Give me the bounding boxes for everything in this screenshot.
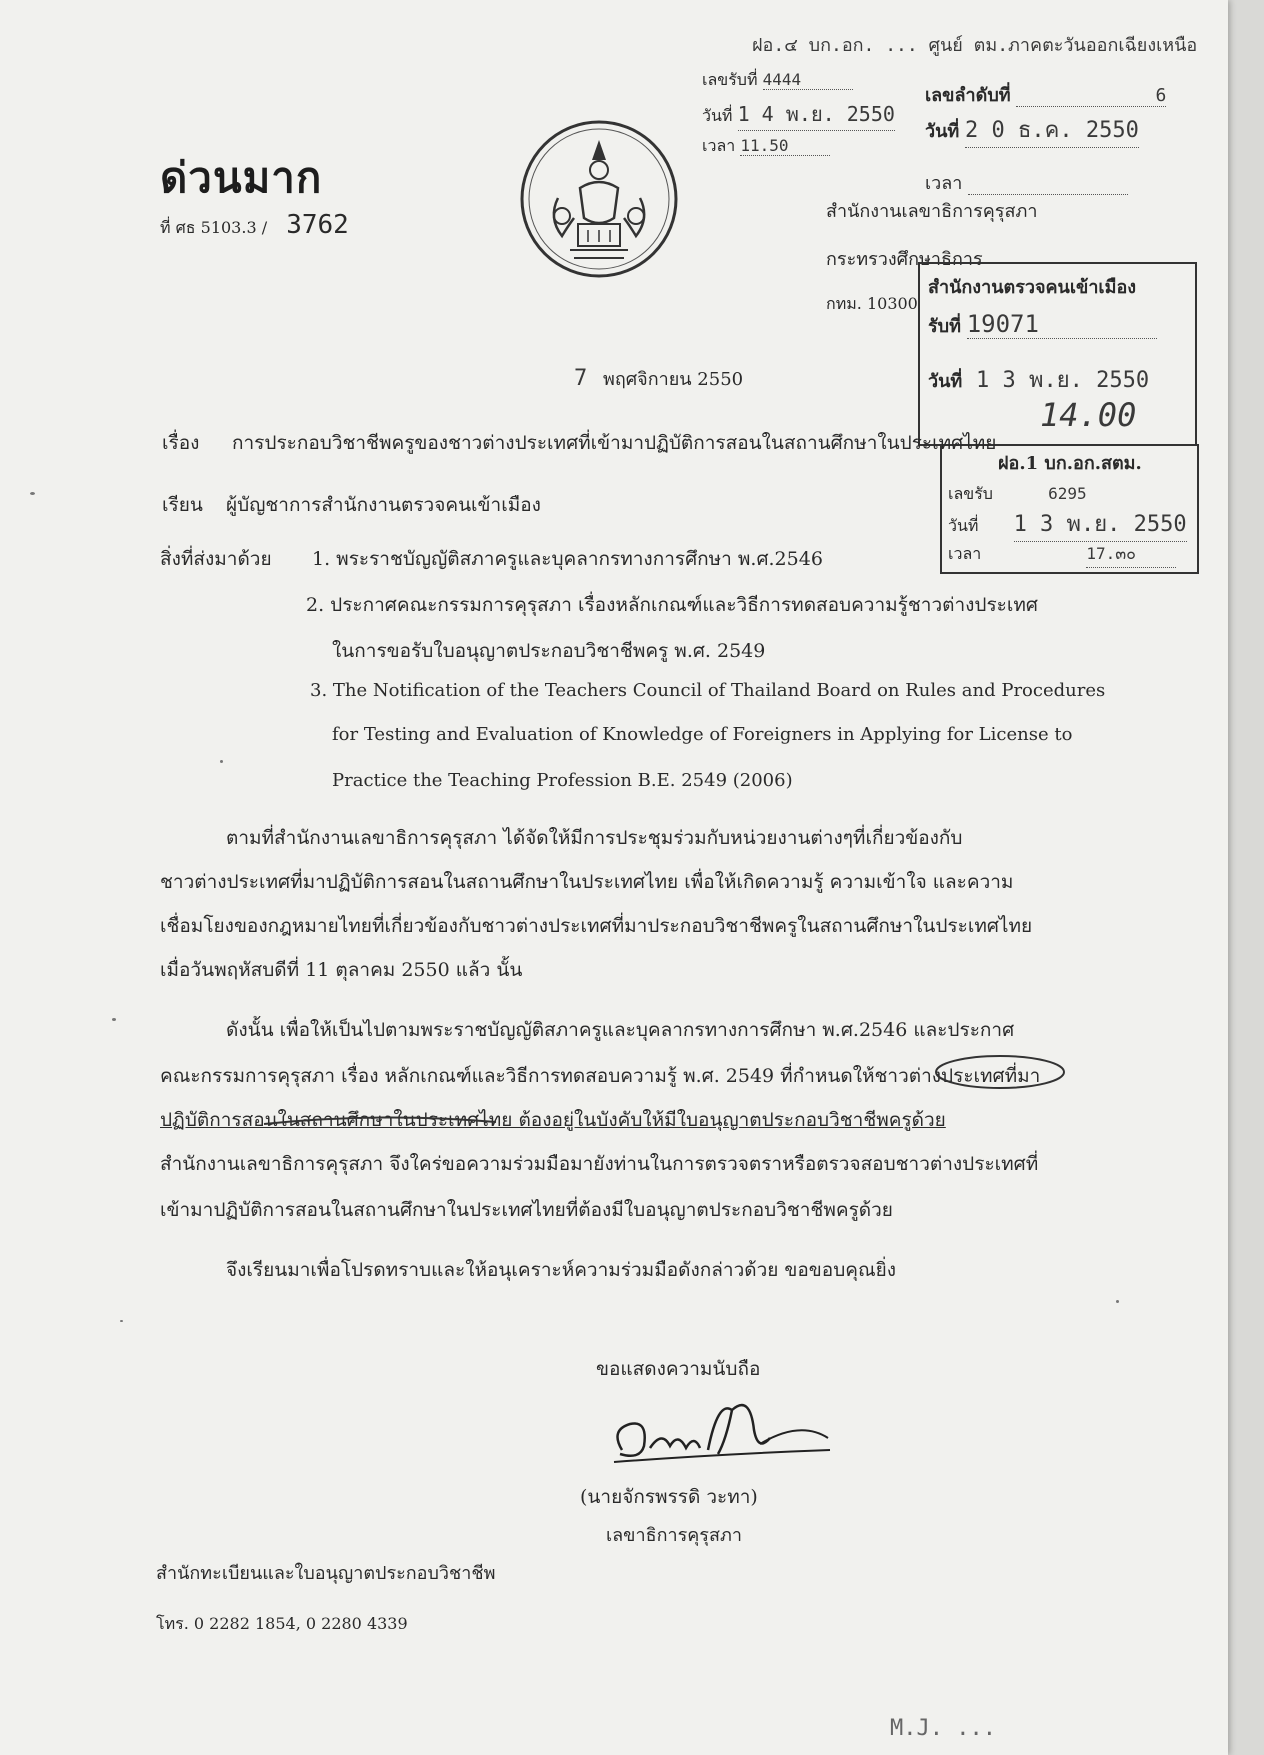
seq-time-label: เวลา: [925, 173, 963, 194]
imm-stamp-recv: [928, 310, 1157, 340]
seq-date-value: 2 0 ธ.ค. 2550: [965, 112, 1139, 148]
to-label: เรียน: [162, 494, 203, 516]
imm-recv-label: รับที่: [928, 316, 961, 337]
imm-date-value: 1 3 พ.ย. 2550: [976, 368, 1150, 393]
seq-date: [925, 112, 1139, 148]
scan-speck: [112, 1018, 116, 1021]
body-p2-line-3: ปฏิบัติการสอนในสถานศึกษาในประเทศไทย ต้องอยู่ในบังคับให้มีใบอนุญาตประกอบวิชาชีพครูด้วย: [160, 1109, 946, 1131]
body-p1-line-2: ชาวต่างประเทศที่มาปฏิบัติการสอนในสถานศึกษาในประเทศไทย เพื่อให้เกิดความรู้ ความเข้าใจ และความ: [160, 871, 1014, 893]
enclosure-item-2: 2. ประกาศคณะกรรมการคุรุสภา เรื่องหลักเกณฑ์และวิธีการทดสอบความรู้ชาวต่างประเทศ: [306, 594, 1038, 616]
letter-date-text: พฤศจิกายน 2550: [602, 369, 744, 390]
enclosure-item-3-cont: for Testing and Evaluation of Knowledge of Foreigners in Applying for License to: [332, 724, 1073, 745]
pen-underline-annotation: [260, 1100, 500, 1130]
enclosure-item-3: 3. The Notification of the Teachers Council of Thailand Board on Rules and Procedures: [310, 680, 1106, 701]
stamp-top-date-value: 1 4 พ.ย. 2550: [738, 98, 895, 131]
signature-icon: [600, 1390, 840, 1480]
fo-receipt-stamp: [940, 444, 1199, 574]
stamp-top-date-label: วันที่: [702, 106, 733, 125]
body-p2-line-4: สำนักงานเลขาธิการคุรุสภา จึงใคร่ขอความร่วมมือมายังท่านในการตรวจตราหรือตรวจสอบชาวต่างประเทศที่: [160, 1153, 1039, 1175]
enclosure-item-1: 1. พระราชบัญญัติสภาครูและบุคลากรทางการศึกษา พ.ศ.2546: [312, 548, 823, 570]
ref-label: ที่ ศธ 5103.3 /: [160, 218, 268, 237]
enclosure-item-3-end: Practice the Teaching Profession B.E. 2549 (2006): [332, 770, 793, 791]
stamp-top-date: [702, 98, 895, 131]
fo-stamp-time: [948, 542, 1176, 568]
stamp-top-time: [702, 134, 830, 159]
fo-recv-label: เลขรับ: [948, 484, 993, 503]
body-p2-line-1: ดังนั้น เพื่อให้เป็นไปตามพระราชบัญญัติสภาครูและบุคลากรทางการศึกษา พ.ศ.2546 และประกาศ: [226, 1019, 1015, 1041]
org-postcode: กทม. 10300: [826, 294, 918, 313]
fo-date-value: 1 3 พ.ย. 2550: [1014, 506, 1187, 542]
stamp-top-header: ฝอ.๔ บก.อก. ... ศูนย์ ตม.ภาคตะวันออกเฉียงเหนือ: [752, 35, 1198, 56]
body-p1-line-4: เมื่อวันพฤหัสบดีที่ 11 ตุลาคม 2550 แล้ว นั้น: [160, 959, 523, 981]
body-p1-line-1: ตามที่สำนักงานเลขาธิการคุรุสภา ได้จัดให้มีการประชุมร่วมกับหน่วยงานต่างๆที่เกี่ยวข้องกับ: [226, 827, 963, 849]
signer-name: (นายจักรพรรดิ วะทา): [580, 1486, 758, 1508]
scan-speck: [30, 492, 35, 495]
imm-stamp-time: 14.00: [1040, 396, 1137, 434]
fo-recv-no: 6295: [1048, 484, 1087, 503]
body-p2-line-2: คณะกรรมการคุรุสภา เรื่อง หลักเกณฑ์และวิธีการทดสอบความรู้ พ.ศ. 2549 ที่กำหนดให้ชาวต่างประเทศที่มา: [160, 1065, 1041, 1087]
org-ministry: กระทรวงศึกษาธิการ: [826, 249, 983, 270]
seq-label: เลขลำดับที่: [925, 85, 1011, 106]
enclosures-label: สิ่งที่ส่งมาด้วย: [160, 548, 272, 570]
imm-date-label: วันที่: [928, 371, 963, 392]
fo-time-value: 17.๓๐: [1086, 542, 1176, 568]
imm-recv-no: 19071: [967, 310, 1157, 339]
imm-stamp-title: สำนักงานตรวจคนเข้าเมือง: [928, 277, 1137, 298]
seq-time: [925, 168, 1128, 197]
seq-number: [925, 80, 1166, 109]
body-p2-line-5: เข้ามาปฏิบัติการสอนในสถานศึกษาในประเทศไทยที่ต้องมีใบอนุญาตประกอบวิชาชีพครูด้วย: [160, 1199, 893, 1221]
scan-speck: [1116, 1300, 1119, 1303]
immigration-receipt-stamp: [918, 262, 1197, 446]
footer-handnote: M.J. ...: [890, 1716, 996, 1741]
fo-time-label: เวลา: [948, 544, 982, 563]
fo-stamp-title: ฝอ.1 บก.อก.สตม.: [998, 453, 1142, 474]
seq-date-label: วันที่: [925, 121, 960, 142]
stamp-top-time-label: เวลา: [702, 136, 736, 155]
ref-no: 3762: [286, 210, 349, 240]
scan-speck: [120, 1320, 123, 1322]
stamp-top-recv-no: 4444: [763, 70, 853, 90]
letter-date-day: 7: [574, 366, 588, 391]
subject-label: เรื่อง: [162, 432, 200, 454]
footer-tel: โทร. 0 2282 1854, 0 2280 4339: [156, 1614, 408, 1633]
stamp-top-time-value: 11.50: [740, 136, 830, 156]
emblem-seal-icon: [518, 118, 680, 280]
org-name: สำนักงานเลขาธิการคุรุสภา: [826, 201, 1038, 222]
seq-value: 6: [1016, 85, 1166, 107]
to-text: ผู้บัญชาการสำนักงานตรวจคนเข้าเมือง: [226, 494, 541, 516]
body-p1-line-3: เชื่อมโยงของกฎหมายไทยที่เกี่ยวข้องกับชาวต่างประเทศที่มาประกอบวิชาชีพครูในสถานศึกษาในประเทศไทย: [160, 915, 1033, 937]
stamp-top-recv: [702, 68, 853, 93]
imm-stamp-date: [928, 362, 1149, 397]
signer-position: เลขาธิการคุรุสภา: [606, 1525, 742, 1546]
fo-date-label: วันที่: [948, 516, 979, 535]
body-p3: จึงเรียนมาเพื่อโปรดทราบและให้อนุเคราะห์ความร่วมมือดังกล่าวด้วย ขอขอบคุณยิ่ง: [226, 1259, 897, 1281]
subject-text: การประกอบวิชาชีพครูของชาวต่างประเทศที่เข้ามาปฏิบัติการสอนในสถานศึกษาในประเทศไทย: [232, 432, 997, 454]
urgent-label: ด่วนมาก: [160, 153, 323, 202]
scan-speck: [220, 760, 223, 763]
letter-date: [574, 364, 743, 393]
footer-office: สำนักทะเบียนและใบอนุญาตประกอบวิชาชีพ: [156, 1563, 496, 1584]
stamp-top-recv-label: เลขรับที่: [702, 70, 758, 89]
fo-stamp-recv: [948, 482, 1087, 507]
ref-number: [160, 210, 349, 241]
fo-stamp-date: [948, 506, 1187, 542]
pen-circle-annotation: [930, 1052, 1070, 1092]
closing-regards: ขอแสดงความนับถือ: [596, 1358, 761, 1380]
enclosure-item-2-cont: ในการขอรับใบอนุญาตประกอบวิชาชีพครู พ.ศ. 2549: [332, 640, 766, 662]
